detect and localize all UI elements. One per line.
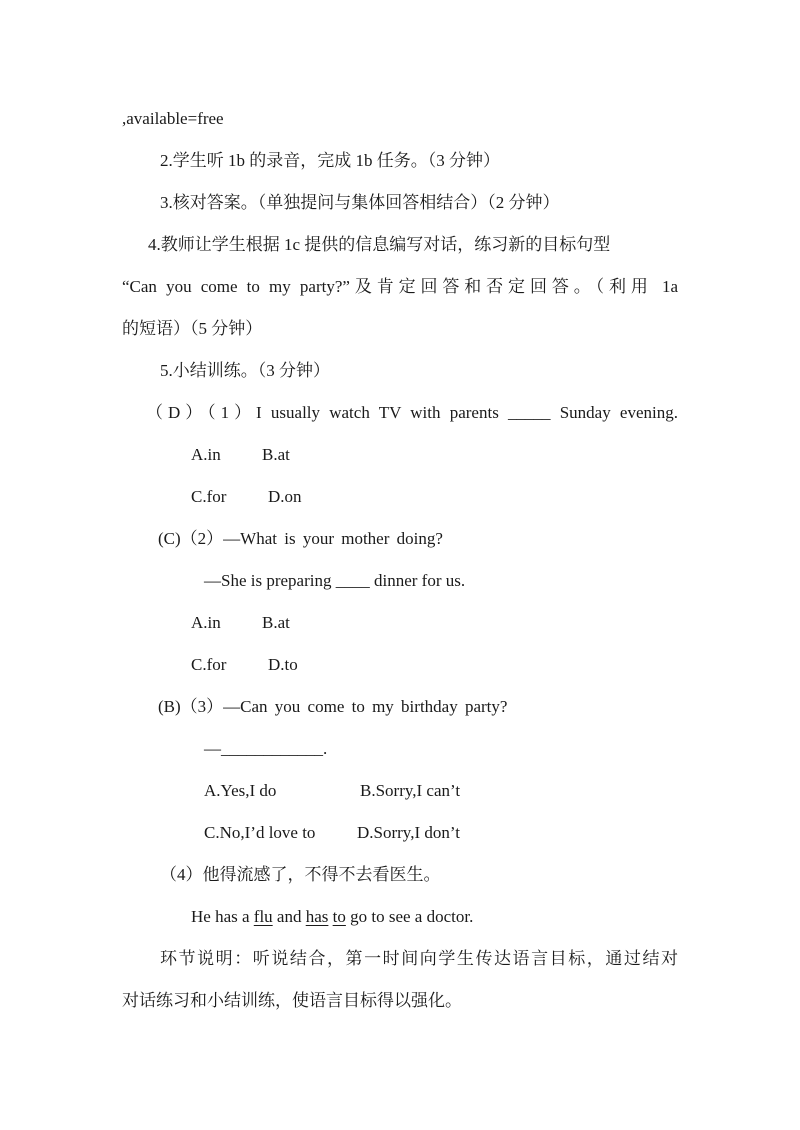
option-c: C.No,I’d love to: [204, 823, 316, 842]
question-1: （D）（1）I usually watch TV with parents _____ Sunday evening.: [146, 403, 678, 422]
option-d: D.Sorry,I don’t: [357, 823, 460, 842]
option-b: B.at: [262, 445, 290, 464]
text-line: 2.学生听 1b 的录音，完成 1b 任务。（3 分钟）: [160, 151, 500, 170]
option-a: A.Yes,I do: [204, 781, 277, 800]
option-a: A.in: [191, 613, 221, 632]
option-d: D.on: [268, 487, 302, 506]
underlined-word: has: [305, 907, 329, 926]
text-line: 的短语）（5 分钟）: [122, 319, 263, 338]
option-a: A.in: [191, 445, 221, 464]
question-3: (B)（3）—Can you come to my birthday party?: [158, 697, 508, 716]
question-2: (C)（2）—What is your mother doing?: [158, 529, 443, 548]
sentence-part: and: [272, 907, 306, 926]
option-c: C.for: [191, 655, 227, 674]
text-line: 5.小结训练。（3 分钟）: [160, 361, 330, 380]
section-note: 环节说明：听说结合，第一时间向学生传达语言目标，通过结对: [160, 949, 678, 968]
text-line: “Can you come to my party?”及肯定回答和否定回答。（利用 1a: [122, 277, 678, 296]
option-d: D.to: [268, 655, 298, 674]
sentence-part: go to see a doctor.: [345, 907, 474, 926]
underlined-word: flu: [253, 907, 273, 926]
translation-sentence: [191, 907, 473, 927]
option-b: B.at: [262, 613, 290, 632]
answer-line: —____________.: [204, 739, 328, 758]
option-c: C.for: [191, 487, 227, 506]
underlined-word: to: [332, 907, 346, 926]
text-line: 4.教师让学生根据 1c 提供的信息编写对话，练习新的目标句型: [148, 235, 611, 254]
sentence-part: He has a: [191, 907, 254, 926]
text-line: 3.核对答案。（单独提问与集体回答相结合）（2 分钟）: [160, 193, 560, 212]
text-line: ,available=free: [122, 109, 224, 128]
section-note: 对话练习和小结训练，使语言目标得以强化。: [122, 991, 462, 1010]
option-b: B.Sorry,I can’t: [360, 781, 461, 800]
answer-line: —She is preparing ____ dinner for us.: [204, 571, 466, 590]
question-4: （4）他得流感了，不得不去看医生。: [160, 865, 441, 884]
